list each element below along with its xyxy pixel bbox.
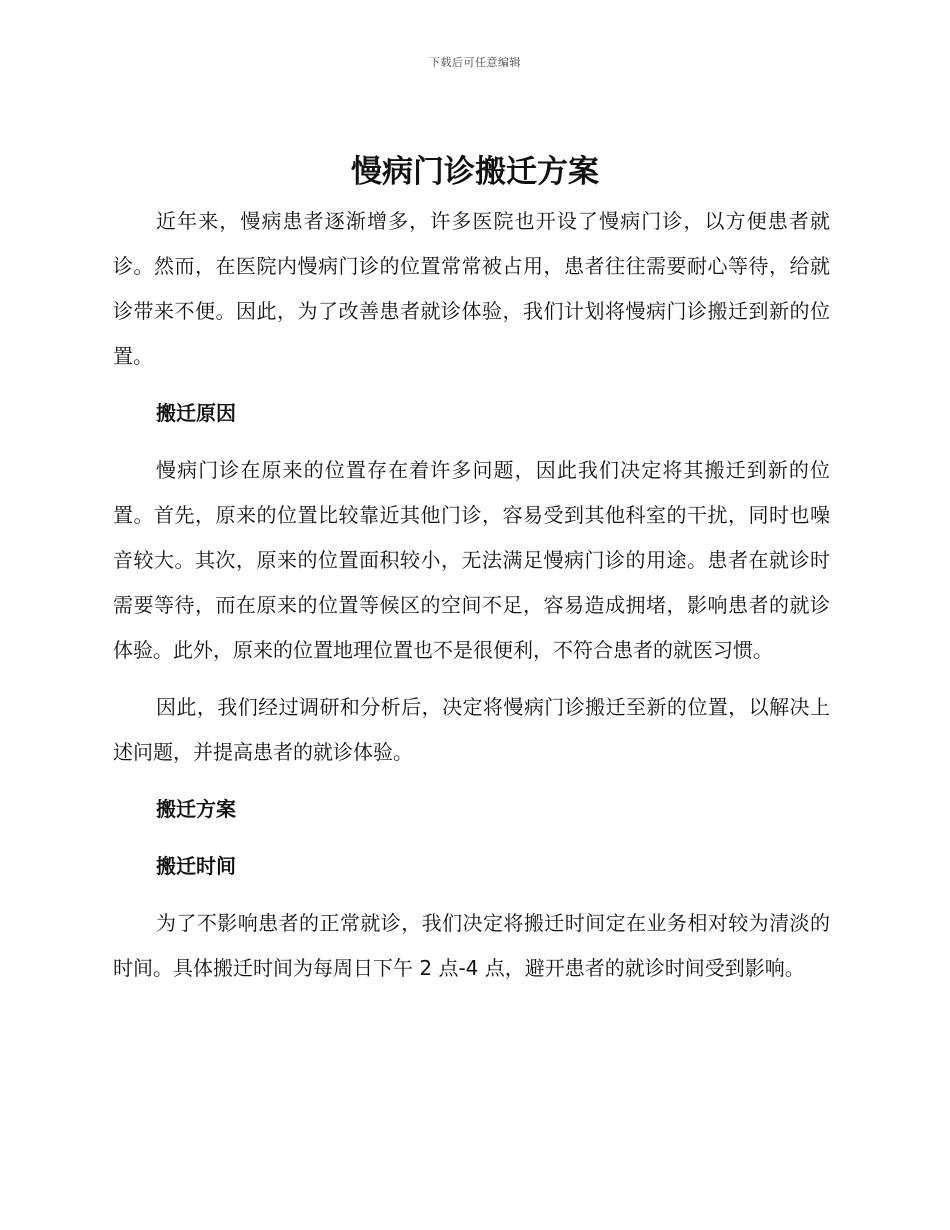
- time-paragraph: 为了不影响患者的正常就诊，我们决定将搬迁时间定在业务相对较为清淡的时间。具体搬迁时间为每周日下午 2 点-4 点，避开患者的就诊时间受到影响。: [113, 911, 830, 980]
- intro-paragraph: 近年来，慢病患者逐渐增多，许多医院也开设了慢病门诊，以方便患者就诊。然而，在医院内慢病门诊的位置常常被占用，患者往往需要耐心等待，给就诊带来不便。因此，为了改善患者就诊体验，我们计划将慢病门诊搬迁到新的位置。: [113, 209, 830, 368]
- reason-paragraph-2: 因此，我们经过调研和分析后，决定将慢病门诊搬迁至新的位置，以解决上述问题，并提高患者的就诊体验。: [113, 695, 830, 764]
- document-body: [113, 199, 830, 991]
- section-heading-plan: 搬迁方案: [156, 797, 236, 821]
- section-heading-time: 搬迁时间: [156, 854, 236, 878]
- reason-paragraph-1: 慢病门诊在原来的位置存在着许多问题，因此我们决定将其搬迁到新的位置。首先，原来的位置比较靠近其他门诊，容易受到其他科室的干扰，同时也噪音较大。其次，原来的位置面积较小，无法满足慢病门诊的用途。患者在就诊时需要等待，而在原来的位置等候区的空间不足，容易造成拥堵，影响患者的就诊体验。此外，原来的位置地理位置也不是很便利，不符合患者的就医习惯。: [113, 458, 830, 662]
- header-note: 下载后可任意编辑: [429, 56, 521, 69]
- section-heading-reason: 搬迁原因: [156, 401, 236, 425]
- document-title: 慢病门诊搬迁方案: [351, 154, 599, 190]
